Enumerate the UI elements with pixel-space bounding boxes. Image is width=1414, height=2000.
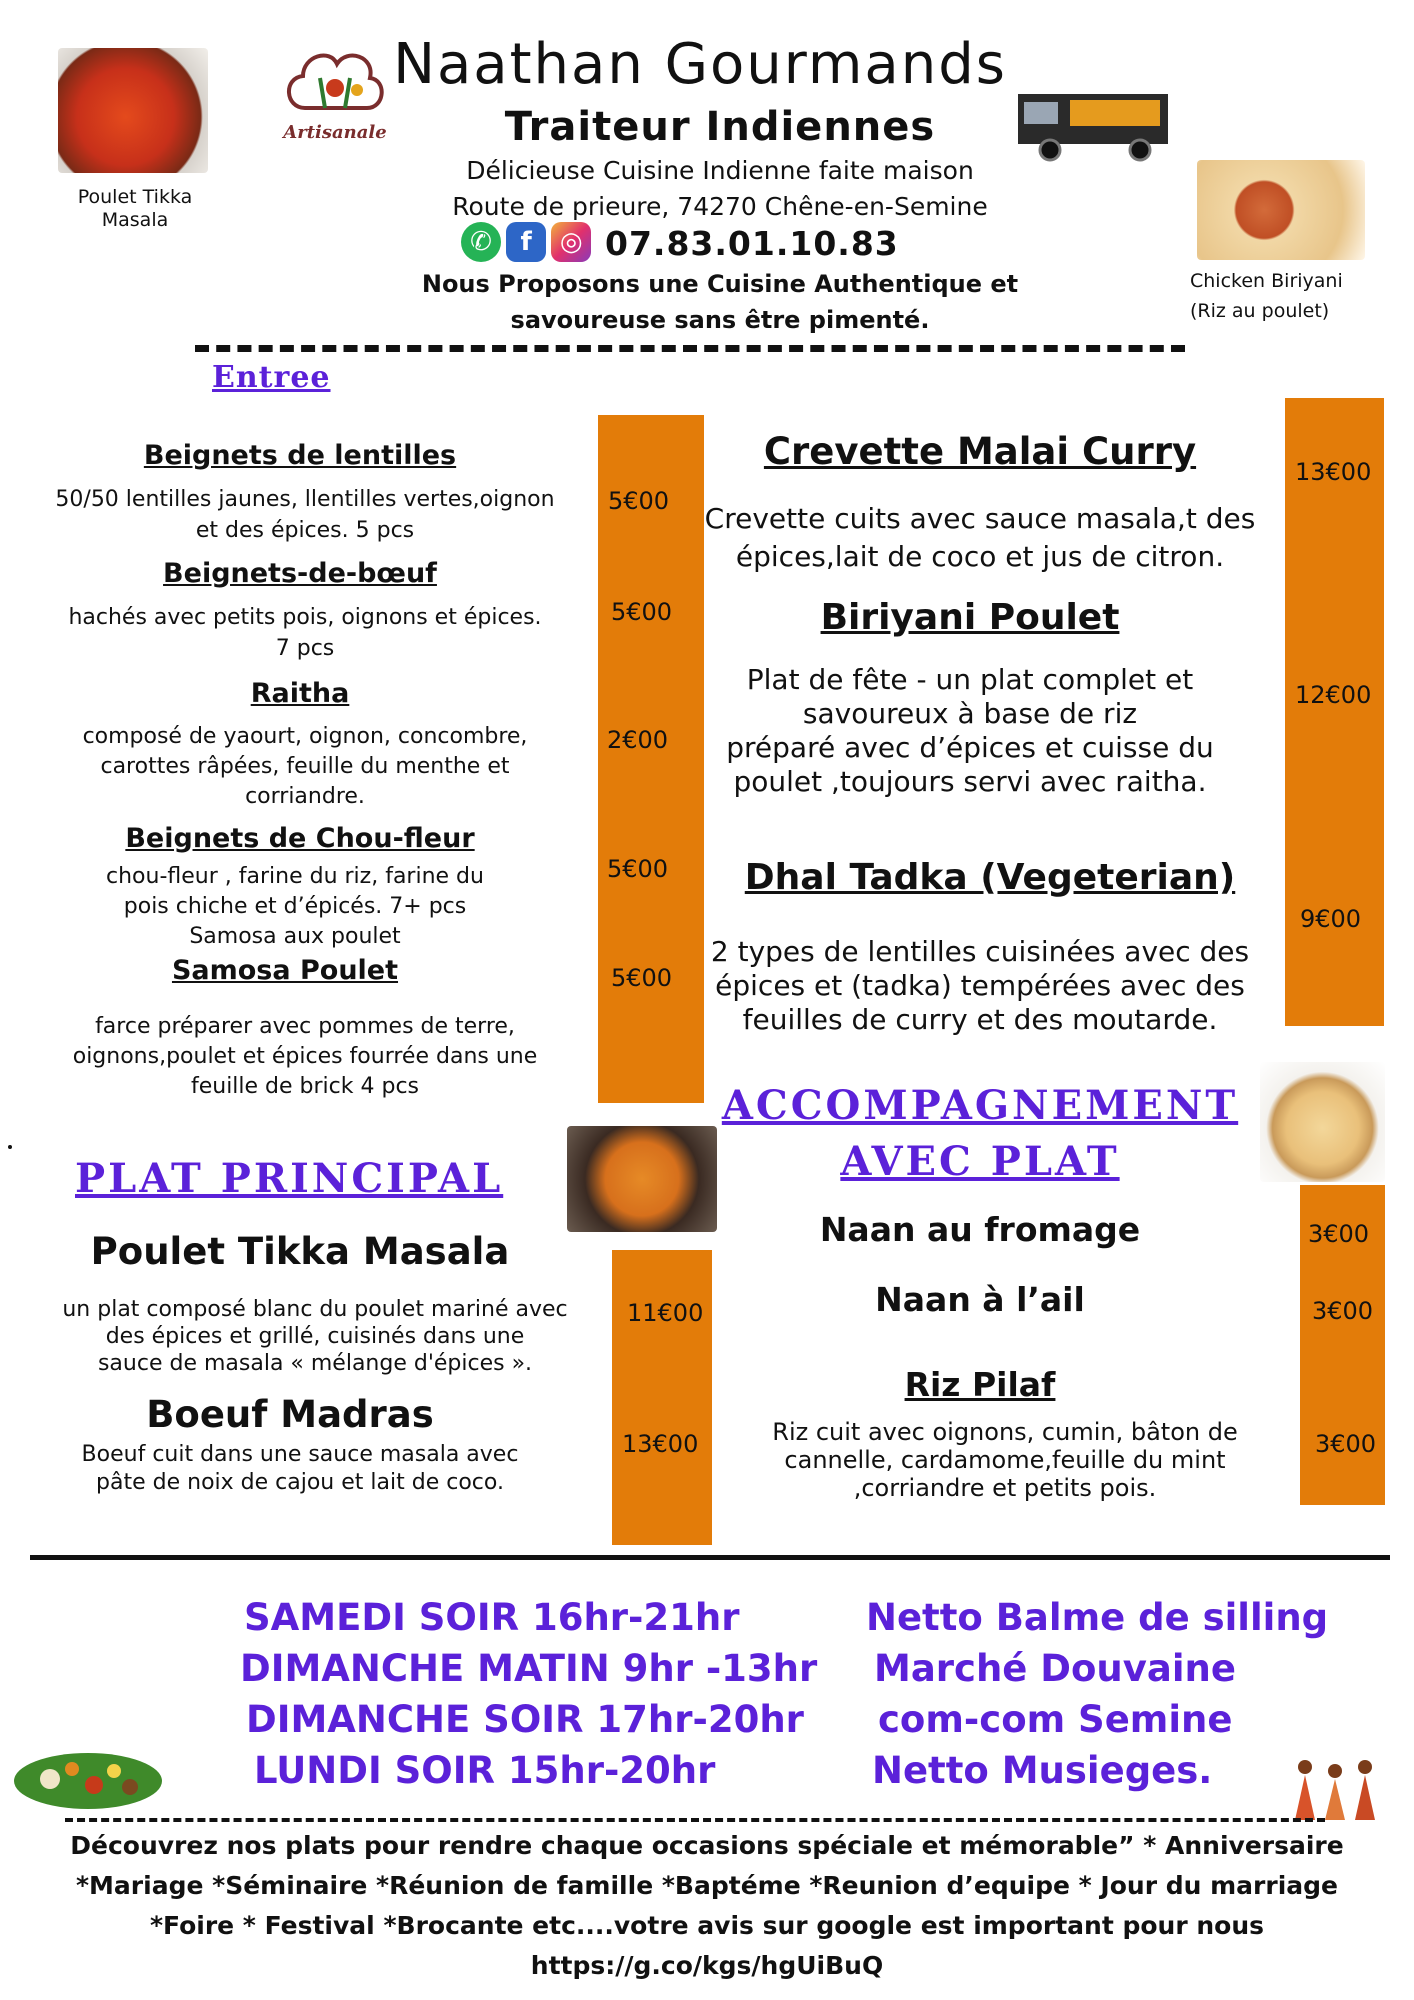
address: Route de prieure, 74270 Chêne-en-Semine	[452, 192, 988, 221]
special-item-title: Crevette Malai Curry	[763, 430, 1197, 473]
accompagnement-item-title: Riz Pilaf	[904, 1365, 1056, 1404]
plat-item-title: Boeuf Madras	[146, 1393, 434, 1436]
footer-divider	[65, 1818, 1325, 1822]
chef-hat-logo-icon	[275, 38, 395, 118]
schedule-time: SAMEDI SOIR 16hr-21hr	[244, 1596, 740, 1639]
phone-number[interactable]: 07.83.01.10.83	[605, 224, 899, 263]
google-review-link[interactable]: https://g.co/kgs/hgUiBuQ	[530, 1951, 884, 1980]
schedule-where	[860, 1592, 1340, 1796]
schedule-divider	[30, 1555, 1390, 1560]
special-item-price: 13€00	[1295, 458, 1372, 486]
footer-line: *Mariage *Séminaire *Réunion de famille *Baptéme *Reunion d’equipe * Jour du marriage	[75, 1871, 1338, 1900]
entree-item-desc: hachés avec petits pois, oignons et épices. 7 pcs	[68, 605, 542, 661]
accompagnement-item-price: 3€00	[1312, 1297, 1374, 1325]
plat-item-title: Poulet Tikka Masala	[90, 1230, 510, 1273]
naan-photo	[1260, 1062, 1385, 1182]
footer-text	[20, 1826, 1394, 1986]
shrimp-curry-photo	[567, 1126, 717, 1232]
footer-line: Découvrez nos plats pour rendre chaque occasions spéciale et mémorable” * Anniversaire	[70, 1831, 1344, 1860]
header-divider	[195, 345, 1185, 352]
plat-item-desc: un plat composé blanc du poulet mariné avec des épices et grillé, cuisinés dans une sauce de masala « mélange d'épices ».	[62, 1297, 568, 1376]
schedule-location: Marché Douvaine	[874, 1647, 1236, 1690]
plat-item-price: 11€00	[627, 1299, 704, 1327]
whatsapp-icon[interactable]: ✆	[461, 222, 501, 262]
schedule-when	[240, 1592, 840, 1796]
chicken-biriyani-photo	[1197, 160, 1365, 260]
schedule-location: Netto Balme de silling	[866, 1596, 1329, 1639]
stray-dot	[8, 1145, 12, 1149]
artisanale-logo	[275, 38, 395, 148]
plat-item-desc: Boeuf cuit dans une sauce masala avec pâte de noix de cajou et lait de coco.	[81, 1442, 519, 1495]
dancers-icon	[1280, 1745, 1390, 1825]
accompagnement-item-desc: Riz cuit avec oignons, cumin, bâton de cannelle, cardamome,feuille du mint ,corriandre et petits pois.	[772, 1418, 1238, 1502]
entree-item-title: Beignets de lentilles	[143, 440, 457, 471]
food-truck-icon	[1010, 74, 1185, 170]
accompagnement-heading: ACCOMPAGNEMENT AVEC PLAT	[721, 1082, 1239, 1185]
footer-line: *Foire * Festival *Brocante etc....votre avis sur google est important pour nous	[149, 1911, 1265, 1940]
right-photo-caption: Chicken Biriyani	[1190, 270, 1343, 292]
entree-item-title: Beignets-de-bœuf	[163, 558, 437, 589]
entree-item-price: 5€00	[611, 598, 673, 626]
accompagnement-item-price: 3€00	[1315, 1430, 1377, 1458]
special-item-desc: 2 types de lentilles cuisinées avec des épices et (tadka) tempérées avec des feuilles de curry et des moutarde.	[710, 935, 1250, 1036]
entree-item-desc: chou-fleur , farine du riz, farine du pois chiche et d’épicés. 7+ pcs Samosa aux poulet	[106, 864, 484, 949]
brand-name: Naathan Gourmands	[393, 32, 1007, 97]
plat-price-bar	[612, 1250, 712, 1545]
left-photo-caption: Masala	[101, 209, 169, 231]
entree-item-price: 5€00	[607, 855, 669, 883]
special-item-title: Dhal Tadka (Vegeterian)	[744, 857, 1236, 898]
schedule-time: LUNDI SOIR 15hr-20hr	[254, 1749, 716, 1792]
left-photo-caption: Poulet Tikka	[77, 186, 193, 208]
entree-item-title: Beignets de Chou-fleur	[125, 823, 475, 854]
right-photo-caption: (Riz au poulet)	[1190, 300, 1330, 322]
plat-principal-heading: PLAT PRINCIPAL	[75, 1155, 504, 1202]
entree-item-price: 5€00	[608, 487, 670, 515]
special-item-price: 9€00	[1300, 905, 1362, 933]
entree-item-title: Raitha	[250, 678, 350, 709]
pitch-line-1: Nous Proposons une Cuisine Authentique et	[421, 270, 1019, 298]
tagline: Délicieuse Cuisine Indienne faite maison	[466, 156, 974, 185]
facebook-icon[interactable]: f	[506, 222, 546, 262]
banana-leaf-meal-icon	[10, 1745, 165, 1815]
page-subtitle: Traiteur Indiennes	[504, 104, 936, 150]
accompagnement-item-title: Naan à l’ail	[875, 1280, 1085, 1319]
special-item-desc: Crevette cuits avec sauce masala,t des épices,lait de coco et jus de citron.	[704, 502, 1256, 573]
plat-item-price: 13€00	[622, 1430, 699, 1458]
entree-item-desc: composé de yaourt, oignon, concombre, carottes râpées, feuille du menthe et corriandre.	[82, 724, 528, 809]
special-item-desc: Plat de fête - un plat complet et savoureux à base de riz préparé avec d’épices et cuisse du poulet ,toujours servi avec raitha.	[726, 663, 1214, 798]
schedule-location: com-com Semine	[878, 1698, 1233, 1741]
entree-item-desc: 50/50 lentilles jaunes, llentilles vertes,oignon et des épices. 5 pcs	[55, 487, 555, 543]
pitch-line-2: savoureuse sans être pimenté.	[510, 306, 930, 334]
entree-heading: Entree	[212, 360, 331, 395]
instagram-icon[interactable]: ◎	[551, 222, 591, 262]
social-icons	[461, 222, 601, 266]
logo-text: Artisanale	[283, 122, 387, 143]
schedule-time: DIMANCHE SOIR 17hr-20hr	[246, 1698, 804, 1741]
entree-item-desc: farce préparer avec pommes de terre, oignons,poulet et épices fourrée dans une feuille de brick 4 pcs	[72, 1014, 538, 1099]
entree-item-title: Samosa Poulet	[171, 955, 399, 986]
special-item-price: 12€00	[1295, 681, 1372, 709]
accompagnement-item-price: 3€00	[1308, 1220, 1370, 1248]
accompagnement-item-title: Naan au fromage	[819, 1210, 1141, 1249]
entree-item-price: 2€00	[607, 726, 669, 754]
schedule-time: DIMANCHE MATIN 9hr -13hr	[240, 1647, 818, 1690]
schedule-location: Netto Musieges.	[872, 1749, 1213, 1792]
entree-item-price: 5€00	[611, 964, 673, 992]
tikka-masala-photo	[58, 48, 208, 173]
special-item-title: Biriyani Poulet	[820, 597, 1120, 638]
